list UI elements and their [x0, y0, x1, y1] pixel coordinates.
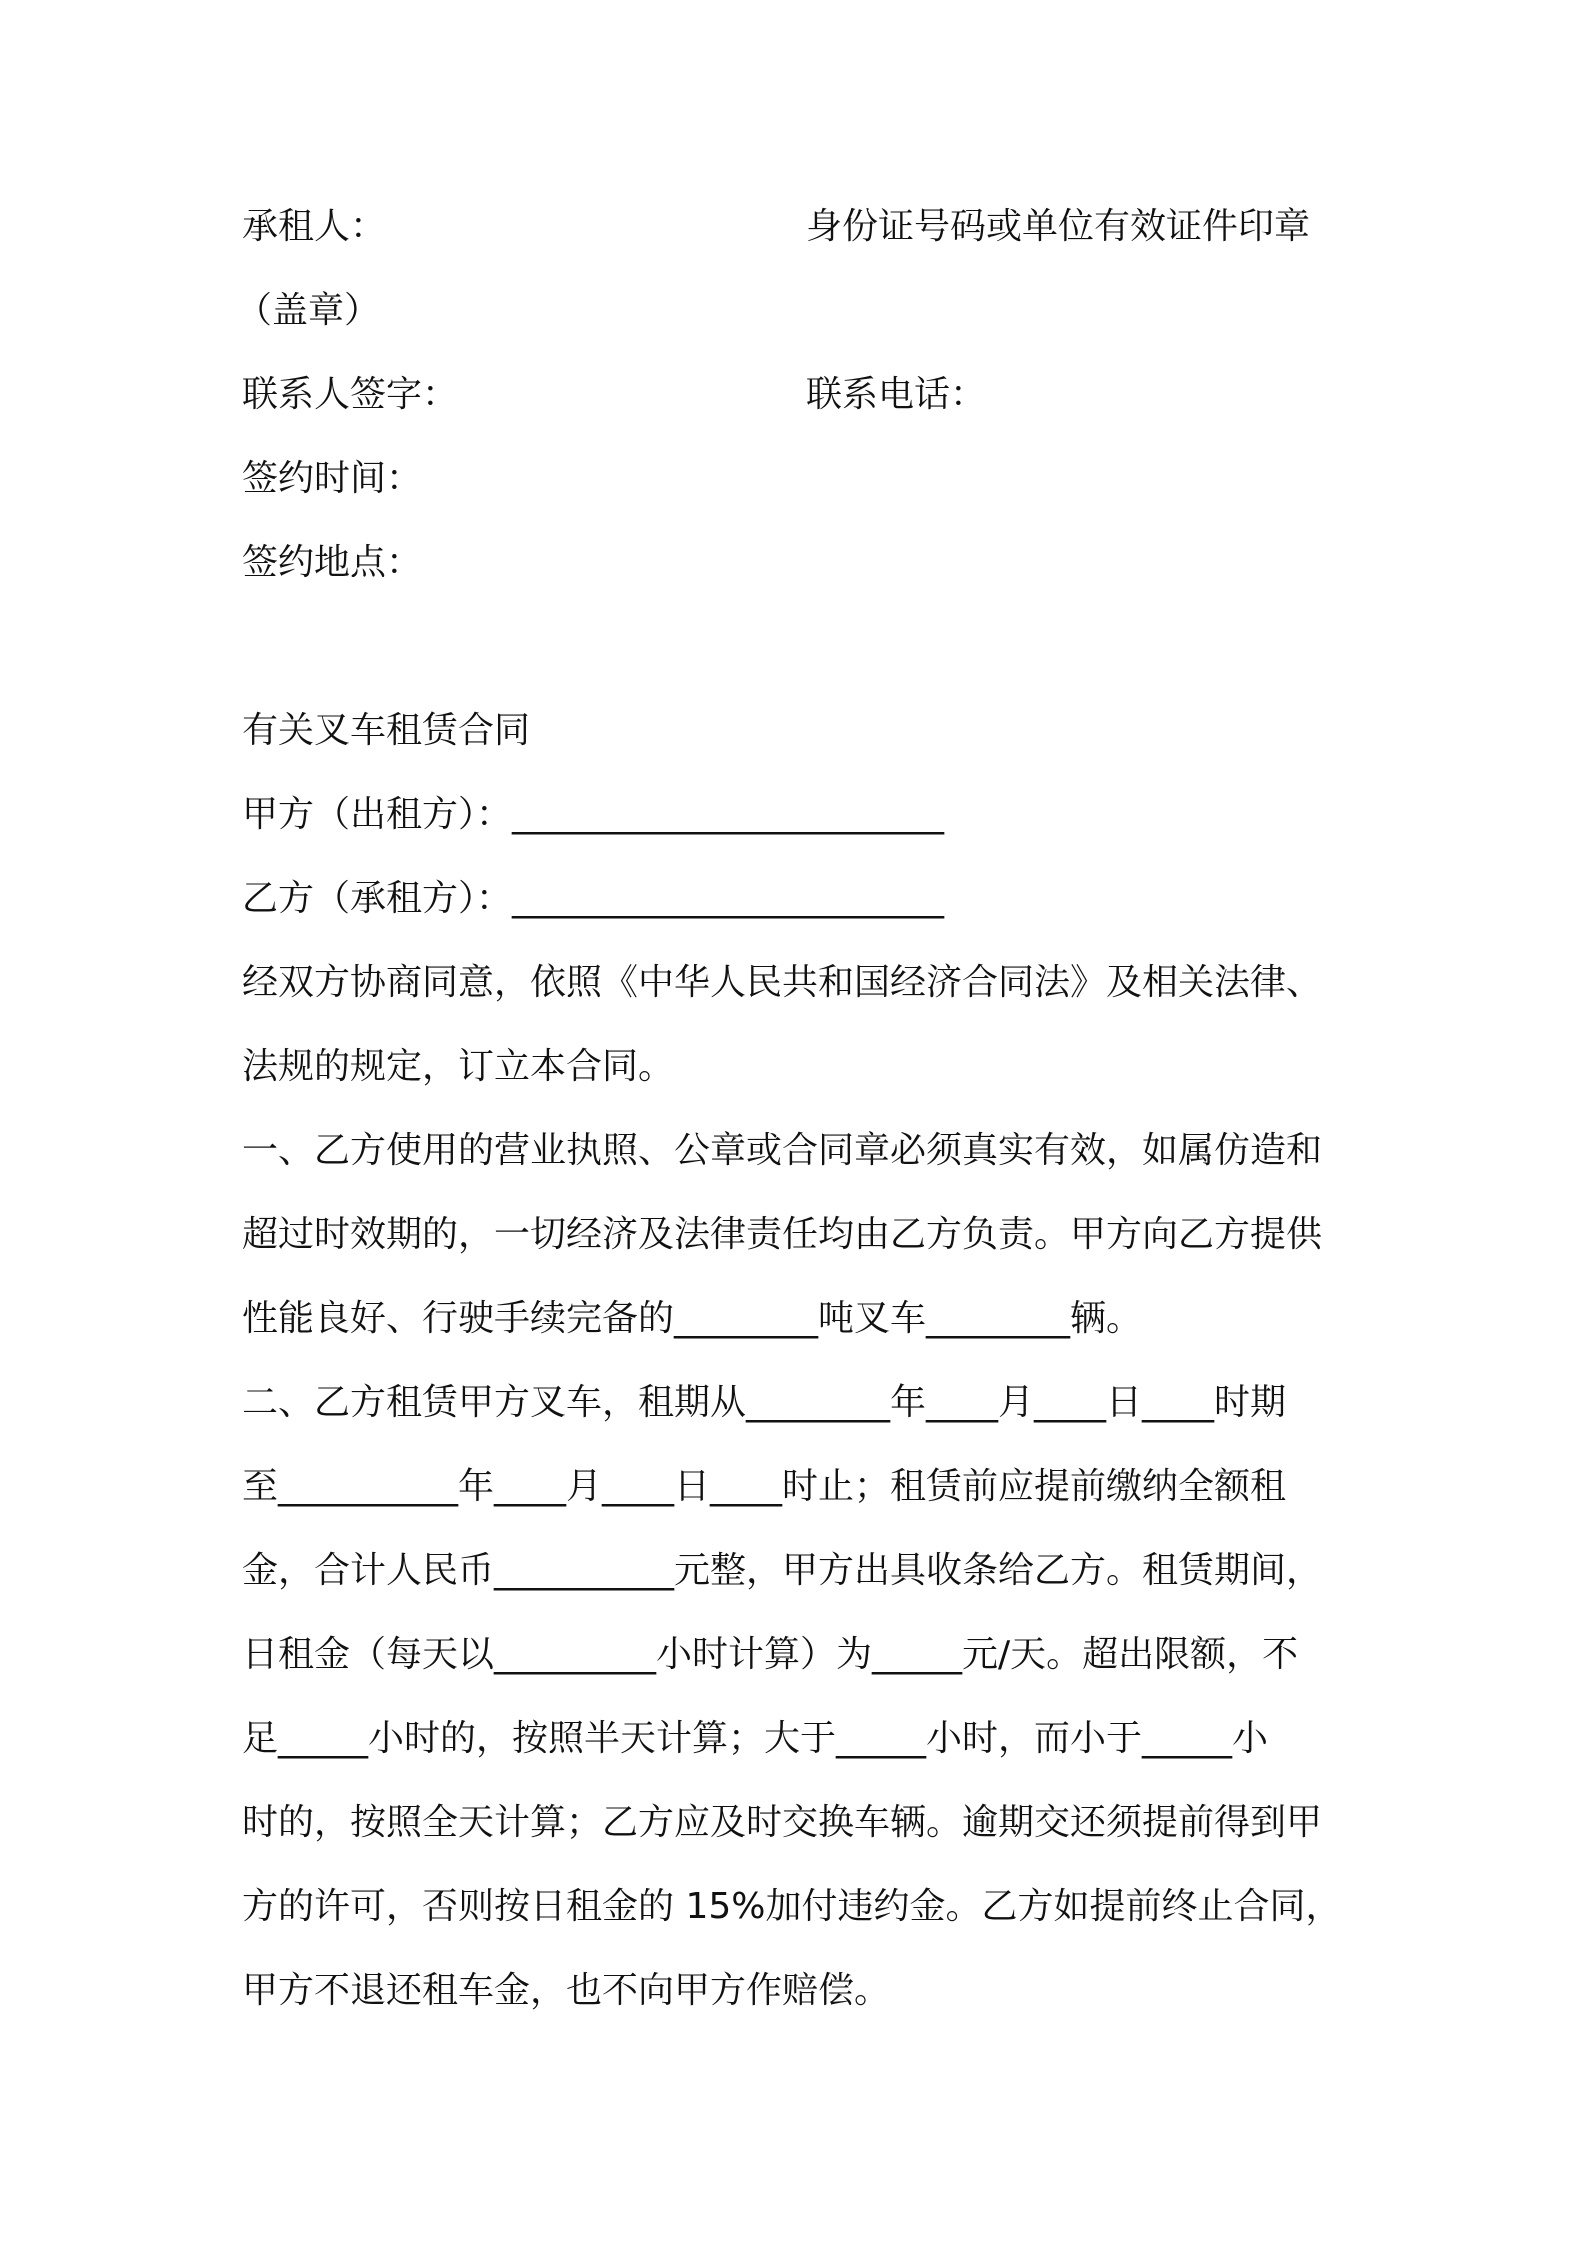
body-line: 方的许可，否则按日租金的 15%加付违约金。乙方如提前终止合同， — [242, 1886, 1342, 1927]
body-line: 至__________年____月____日____时止；租赁前应提前缴纳全额租 — [242, 1466, 1287, 1507]
body-line: 时的，按照全天计算；乙方应及时交换车辆。逾期交还须提前得到甲 — [242, 1802, 1323, 1843]
phone-label: 联系电话： — [806, 374, 987, 415]
body-line: 经双方协商同意，依照《中华人民共和国经济合同法》及相关法律、 — [242, 962, 1323, 1003]
body-line: 金，合计人民币__________元整，甲方出具收条给乙方。租赁期间， — [242, 1550, 1323, 1591]
body-line: 二、乙方租赁甲方叉车，租期从________年____月____日____时期 — [242, 1382, 1287, 1423]
contract-title: 有关叉车租赁合同 — [242, 710, 531, 751]
contact-sign-label: 联系人签字： — [242, 374, 459, 415]
body-line: 日租金（每天以_________小时计算）为_____元/天。超出限额，不 — [242, 1634, 1299, 1675]
seal-label: （盖章） — [236, 290, 381, 331]
party-a-line: 甲方（出租方）：________________________ — [242, 794, 945, 835]
sign-time-label: 签约时间： — [242, 458, 423, 499]
body-line: 甲方不退还租车金，也不向甲方作赔偿。 — [242, 1970, 891, 2011]
body-line: 一、乙方使用的营业执照、公章或合同章必须真实有效，如属仿造和 — [242, 1130, 1323, 1171]
body-line: 足_____小时的，按照半天计算；大于_____小时，而小于_____小 — [242, 1718, 1269, 1759]
body-line: 性能良好、行驶手续完备的________吨叉车________辆。 — [242, 1298, 1143, 1339]
sign-place-label: 签约地点： — [242, 542, 423, 583]
party-b-line: 乙方（承租方）：________________________ — [242, 878, 945, 919]
body-line: 法规的规定，订立本合同。 — [242, 1046, 675, 1087]
body-line: 超过时效期的，一切经济及法律责任均由乙方负责。甲方向乙方提供 — [242, 1214, 1323, 1255]
id-seal-label: 身份证号码或单位有效证件印章 — [806, 206, 1311, 247]
lessee-label: 承租人： — [242, 206, 387, 247]
